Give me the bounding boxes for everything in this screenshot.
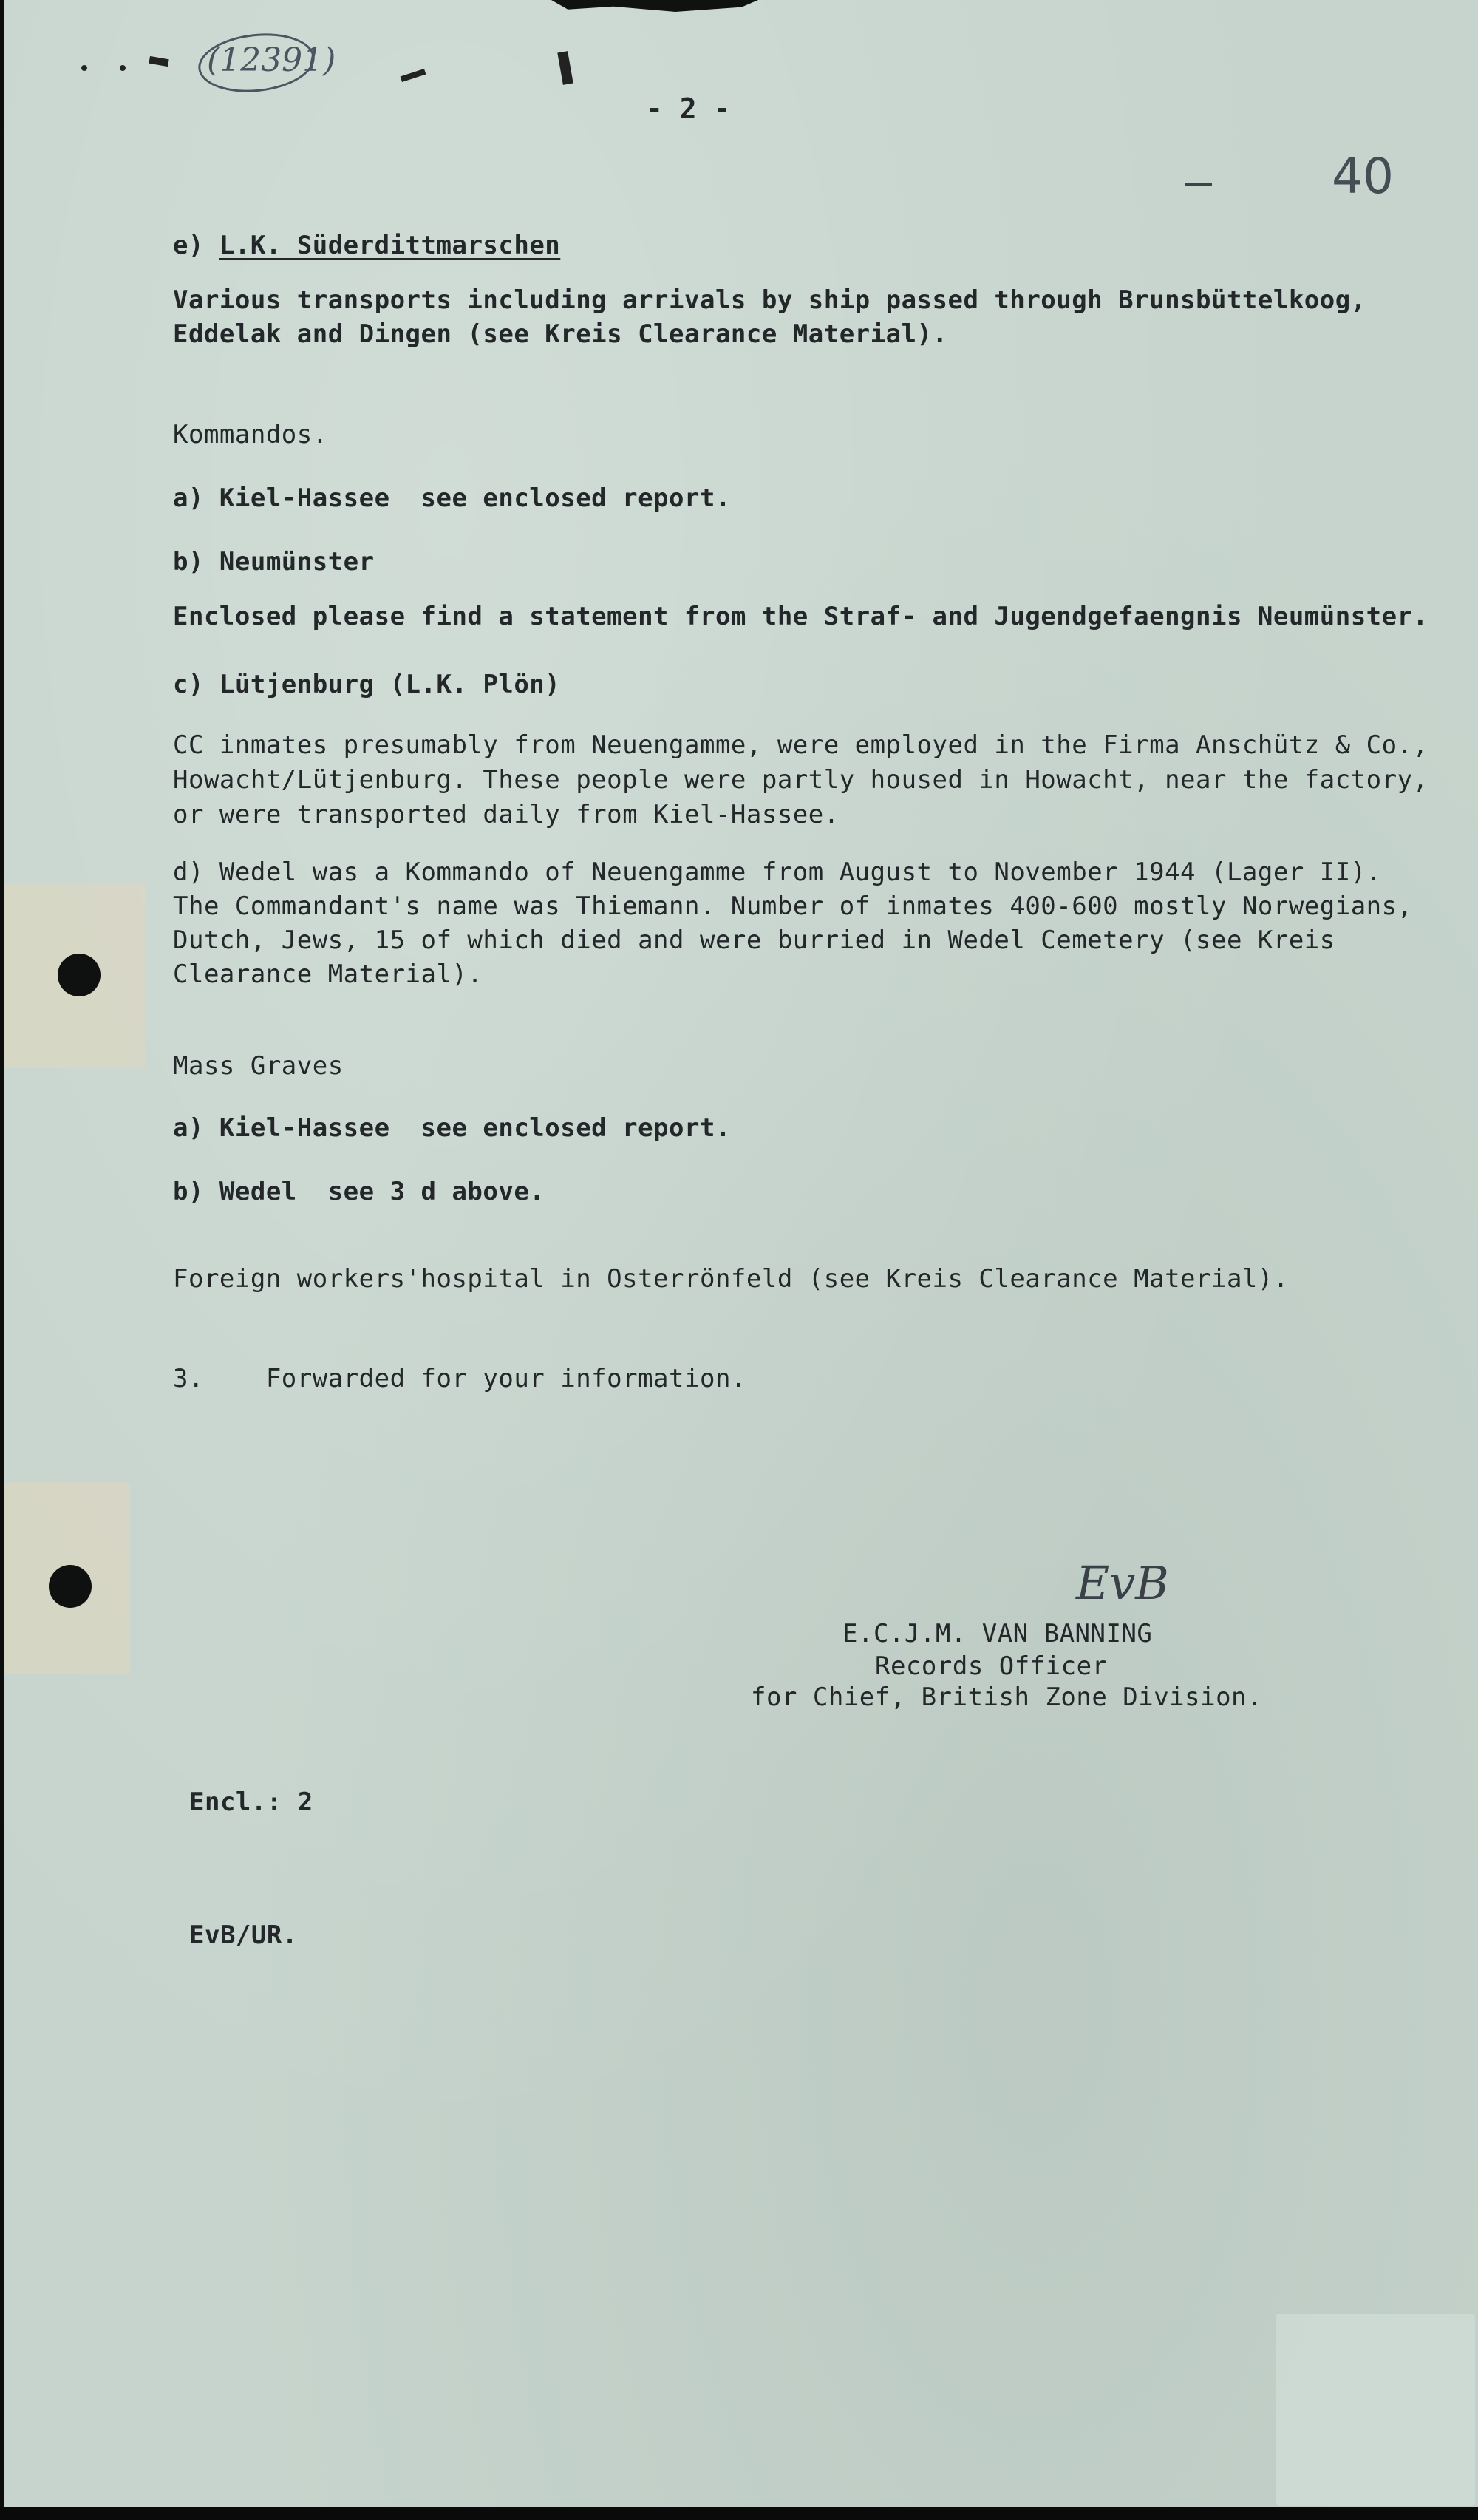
list-item: b) Wedel see 3 d above. [173,1177,545,1206]
scan-border [0,2507,1478,2520]
signatory-title: Records Officer [875,1651,1108,1681]
paragraph-line: 3. Forwarded for your information. [173,1364,746,1393]
paragraph-line: Foreign workers'hospital in Osterrönfeld (see Kreis Clearance Material). [173,1264,1289,1294]
folio-dash [1185,183,1212,186]
reference-initials: EvB/UR. [189,1920,298,1950]
ink-mark [120,65,126,71]
list-item: a) Kiel-Hassee see enclosed report. [173,483,731,513]
paragraph-line: CC inmates presumably from Neuengamme, were employed in the Firma Anschütz & Co., [173,730,1428,760]
list-item: b) Neumünster [173,547,375,577]
section-heading: e) L.K. Süderdittmarschen [173,231,561,260]
signatory-for-line: for Chief, British Zone Division. [751,1682,1263,1712]
signatory-name: E.C.J.M. VAN BANNING [842,1619,1153,1648]
paragraph-line: Enclosed please find a statement from the Straf- and Jugendgefaengnis Neumünster. [173,602,1428,631]
ink-mark [557,51,573,85]
paragraph-line: Howacht/Lütjenburg. These people were partly housed in Howacht, near the factory, [173,765,1428,795]
handwritten-reference: (12391) [207,41,336,79]
list-item: a) Kiel-Hassee see enclosed report. [173,1113,731,1143]
punch-hole [58,954,101,996]
paragraph-line: Eddelak and Dingen (see Kreis Clearance Material). [173,319,948,349]
ink-mark [401,69,426,82]
page-number: - 2 - [646,92,731,125]
punch-hole [49,1565,92,1608]
paragraph-line: d) Wedel was a Kommando of Neuengamme from August to November 1944 (Lager II). [173,857,1382,887]
paper-stain [1276,2314,1475,2506]
enclosures-note: Encl.: 2 [189,1787,313,1817]
section-heading: Mass Graves [173,1051,344,1081]
signature-initials: EvB [1076,1556,1169,1610]
torn-top-edge [551,0,758,12]
paragraph-line: or were transported daily from Kiel-Hassee. [173,800,840,829]
paragraph-line: Various transports including arrivals by ship passed through Brunsbüttelkoog, [173,285,1366,315]
ink-mark [81,65,87,71]
ink-mark [149,56,168,67]
paragraph-line: The Commandant's name was Thiemann. Number of inmates 400-600 mostly Norwegians, [173,891,1413,921]
section-heading: Kommandos. [173,420,328,449]
paragraph-line: Dutch, Jews, 15 of which died and were burried in Wedel Cemetery (see Kreis [173,926,1335,955]
document-page [4,0,1478,2507]
folio-number: 40 [1332,148,1394,205]
paragraph-line: Clearance Material). [173,960,483,989]
list-item: c) Lütjenburg (L.K. Plön) [173,670,561,699]
